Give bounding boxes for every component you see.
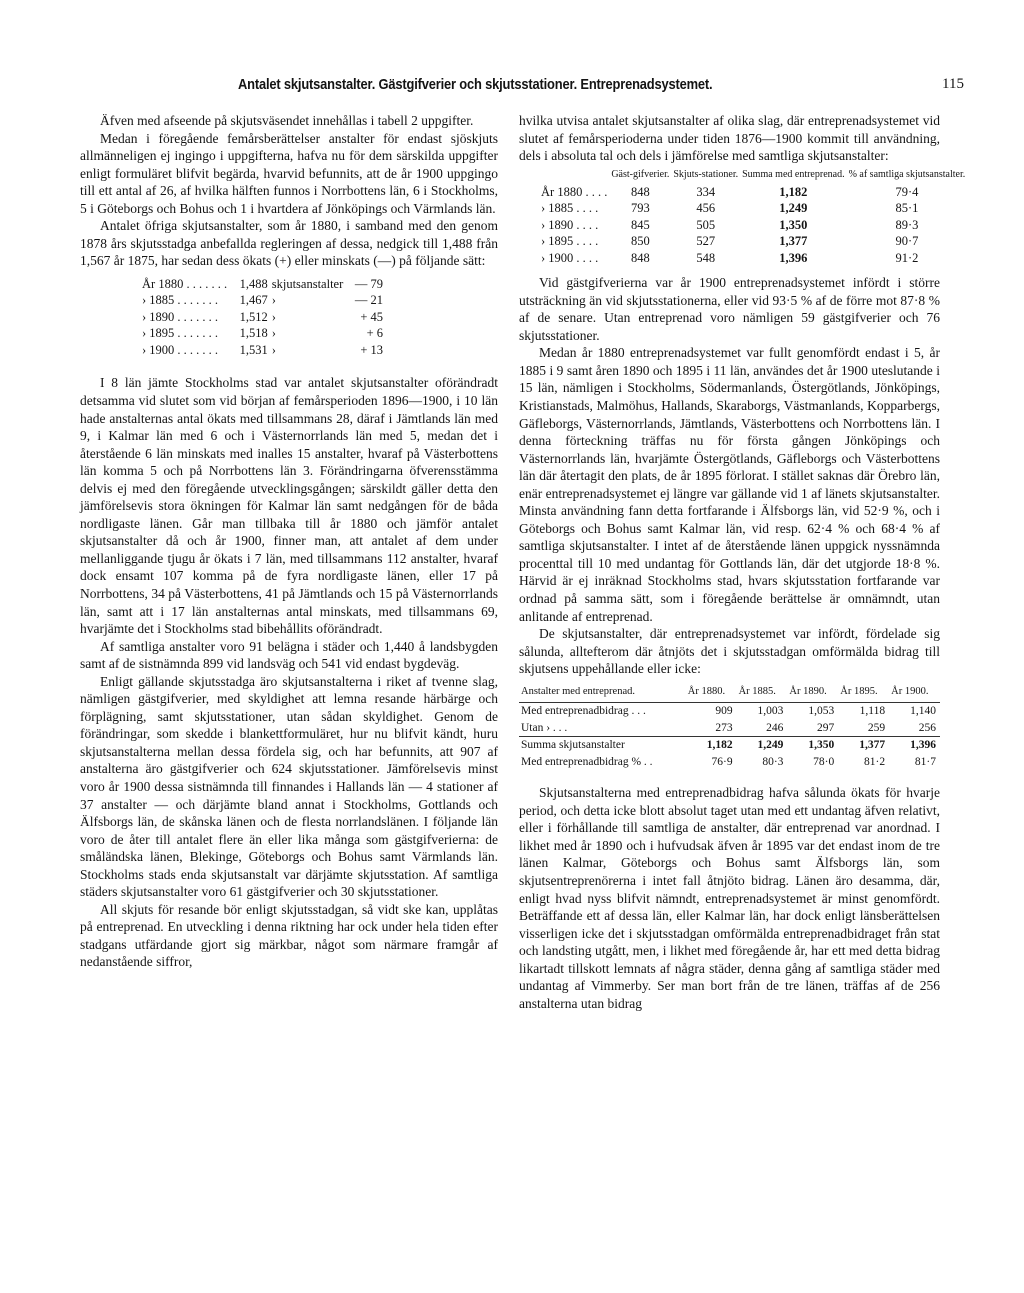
column-header <box>539 169 609 184</box>
column-header: Summa med entreprenad. <box>742 168 845 180</box>
row-label: Utan › . . . <box>521 721 568 734</box>
gastgifverier-cell: 793 <box>630 201 650 216</box>
year-cell: › 1885 . . . . . . . <box>142 293 219 308</box>
unit-cell: › <box>271 326 276 341</box>
change-cell: + 45 <box>360 309 383 324</box>
paragraph: Vid gästgifverierna var år 1900 entreprenadsystemet infördt i större utsträckning än vid skjutsstationerna, eller vid 93·5 % af de förre mot 87·8 % af de senare. Utan entreprenad voro nämligen 59 gästgifverier och 76 skjutsstationer. <box>519 275 940 343</box>
value-cell: 273 <box>715 721 733 734</box>
year-cell: › 1900 . . . . <box>541 250 599 265</box>
value-cell: 1,377 <box>838 737 889 754</box>
year-cell: › 1885 . . . . <box>541 201 599 216</box>
value-cell: 80·3 <box>762 755 784 768</box>
value-cell: 78·0 <box>813 755 835 768</box>
row-label: Med entreprenadbidrag % . . <box>521 755 653 768</box>
skjutsanstalter-change-table <box>140 276 385 359</box>
column-header: Anstalter med entreprenad. <box>519 684 686 703</box>
value-cell: 1,249 <box>737 737 788 754</box>
percent-cell: 90·7 <box>895 234 919 249</box>
change-cell: + 6 <box>366 326 383 341</box>
count-cell: 1,488 <box>239 276 268 291</box>
unit-cell: skjutsanstalter <box>271 276 344 291</box>
year-cell: År 1880 . . . . <box>541 184 608 199</box>
gastgifverier-cell: 848 <box>630 184 650 199</box>
row-label: Med entreprenadbidrag . . . <box>521 705 646 718</box>
column-header: År 1890. <box>787 684 838 703</box>
count-cell: 1,512 <box>239 309 268 324</box>
value-cell: 1,350 <box>787 737 838 754</box>
unit-cell: › <box>271 293 276 308</box>
percent-cell: 85·1 <box>895 201 919 216</box>
table-row <box>539 250 967 267</box>
summa-cell: 1,377 <box>779 234 808 249</box>
page-number: 115 <box>942 76 964 92</box>
summa-cell: 1,350 <box>779 217 808 232</box>
value-cell: 1,053 <box>808 705 835 718</box>
skjutsstationer-cell: 456 <box>696 201 716 216</box>
skjutsstationer-cell: 505 <box>696 217 716 232</box>
year-cell: › 1890 . . . . <box>541 217 599 232</box>
paragraph: Äfven med afseende på skjutsväsendet innehållas i tabell 2 uppgifter. <box>100 113 474 128</box>
running-title: Antalet skjutsanstalter. Gästgifverier och skjutsstationer. Entreprenadsystemet. <box>238 76 713 93</box>
paragraph: Medan i föregående femårsberättelser anstalter för endast sjöskjuts allmänneligen ej ingingo i uppgifterna, hafva nu för dem särskilda uppgifter enligt formuläret blifvit begärda, hvarvid befunnits, att de år 1900 uppgingo till ett antal af 26, af hvilka hälften funnos i Norrbottens län, 6 i Stockholms, 5 i Göteborgs och Bohus och 1 i hvartdera af Jönköpings och Värmlands län. <box>80 130 498 216</box>
unit-cell: › <box>271 309 276 324</box>
table-row <box>539 233 967 250</box>
value-cell: 246 <box>766 721 784 734</box>
value-cell: 256 <box>918 721 936 734</box>
column-header: Skjuts-stationer. <box>673 168 739 180</box>
unit-cell: › <box>271 342 276 357</box>
table-row <box>519 703 940 720</box>
right-column <box>519 112 966 1012</box>
value-cell: 1,140 <box>910 705 936 718</box>
value-cell: 259 <box>867 721 886 734</box>
value-cell: 1,396 <box>889 737 940 754</box>
paragraph: Medan år 1880 entreprenadsystemet var fullt genomfördt endast i 5, år 1885 i 9 samt åren 1890 och 1895 i 11 län, användes det år 1900 uteslutande i 15 län, nämligen i Stockholms, Södermanlands, Östergötlands, Jönköpings, Kristianstads, Malmöhus, Hallands, Skaraborgs, Västmanlands, Kopparbergs, Gäfleborgs, Västernorrlands, Jämtlands, Västerbottens och Norrbottens län. I denna förteckning träffas nu för första gången Jönköpings och Västernorrlands län, hvarjämte Östergötlands, Gäfleborgs och Västerbottens län där återtagit den plats, de år 1895 förlorat. I stället saknas där Örebro län, enär entreprenadsystemet ej längre var gällande vid 1 af länets skjutsanstalter. Minsta användning fann detta fortfarande i Älfsborgs län, vid 52·9 %, och i Göteborgs och Bohus samt Kalmar län, vid resp. 62·4 % och 68·4 % af samtliga skjutsanstalter. I intet af de återstående länen uppgick nyssnämnda procenttal till 10 med undantag för Gottlands län, där det utgjorde 18·8 %. Härvid är ej inräknad Stockholms stad, hvars skjutsstation fortfarande var ordnad på samma sätt, som i föregående berättelse är omnämndt, utan anlitande af entreprenad. <box>519 345 940 624</box>
column-header: År 1880. <box>686 684 737 703</box>
summa-cell: 1,182 <box>779 184 808 199</box>
table-row <box>519 737 940 754</box>
skjutsstationer-cell: 527 <box>696 234 716 249</box>
table-row <box>140 292 385 309</box>
entreprenad-stat-table <box>539 169 967 267</box>
column-header: År 1885. <box>737 684 788 703</box>
percent-cell: 89·3 <box>895 217 919 232</box>
paragraph: De skjutsanstalter, där entreprenadsystemet var infördt, fördelade sig sålunda, alltefterom där åtnjöts det i skjutsstadgan omförmälda bidrag till skjutsens uppehållande eller icke: <box>519 626 940 677</box>
skjutsstationer-cell: 334 <box>696 184 716 199</box>
year-cell: › 1900 . . . . . . . <box>142 342 219 357</box>
table-row <box>140 342 385 359</box>
column-header: % af samtliga skjutsanstalter. <box>848 168 966 180</box>
change-cell: — 79 <box>354 276 383 291</box>
table-row <box>140 325 385 342</box>
value-cell: 909 <box>715 705 733 718</box>
left-column <box>80 112 498 971</box>
year-cell: › 1895 . . . . <box>541 234 599 249</box>
value-cell: 81·7 <box>914 755 936 768</box>
column-header: År 1895. <box>838 684 889 703</box>
change-cell: — 21 <box>354 293 383 308</box>
count-cell: 1,467 <box>239 293 268 308</box>
summa-cell: 1,249 <box>779 201 808 216</box>
entreprenadbidrag-table <box>519 684 940 771</box>
gastgifverier-cell: 845 <box>630 217 650 232</box>
table-row <box>539 184 967 201</box>
table-row <box>519 754 940 771</box>
paragraph: I 8 län jämte Stockholms stad var antalet skjutsanstalter oförändradt detsamma vid slutet som vid början af femårsperioden 1896—1900, i 10 län hade anstalternas antal ökats med tillsammans 28, däraf i Jämtlands län med 9, i Kalmar län med 6 och i Västernorrlands län med 5, medan det i återstående 6 län minskats med inalles 15 anstalter, hvaraf på Västerbottens län komma 5 och på Norrbottens län 3. Förändringarna öfverensstämma delvis ej med den föregående utvecklingsgången; särskildt gäller detta den jämförelsevis stora ökningen för Kalmar län samt nedgången för de båda nordligaste länen. Går man tillbaka till år 1880 och jämför antalet skjutsanstalter då och år 1900, finner man, att antalet af dem under mellanliggande tjugu år ökats i 7 län, med tillsammans 112 anstalter, hvaraf dock ensamt 107 komma på de fyra nordligaste länen, eller 17 på Norrbottens, 34 på Västerbottens, 41 på Jämtlands och 15 på Västernorrlands län, samt att i 17 län anstalternas antal minskats, med tillsammans 69, hvarjämte det i Stockholms stad bibehållits oförändradt. <box>80 375 498 637</box>
value-cell: 76·9 <box>711 755 733 768</box>
row-label: Summa skjutsanstalter <box>519 737 686 754</box>
year-cell: › 1895 . . . . . . . <box>142 326 219 341</box>
table-row <box>539 217 967 234</box>
year-cell: › 1890 . . . . . . . <box>142 309 219 324</box>
paragraph: Skjutsanstalterna med entreprenadbidrag hafva sålunda ökats för hvarje period, och detta icke blott absolut taget utan med ett undantag äfven relativt, eller i förhållande till samtliga de anstalter, där entreprenad var anordnad. I likhet med år 1890 och i hufvudsak äfven år 1895 var det endast inom de tre länen Kalmar, Göteborgs och Bohus samt Älfsborgs län, som skjutsentreprenörerna i intet fall åtnjöto bidrag. Länen äro desamma, där, enligt hvad nyss blifvit nämndt, entreprenadsystemet är minst genomfördt. Beträffande ett af dessa län, eller Kalmar län, har dock enligt länsberättelsen visserligen icke det i skjutsstadgan omförmälda entreprenadbidraget från stat och landsting utgått, men, i likhet med föregående år, har ett med detta bidrag likartadt tillskott lemnats af några städer, denna gång af samtliga städer med undantag af Vimmerby. Ser man bort från de tre länen, träffas af de 256 anstalterna utan bidrag <box>519 785 940 1011</box>
value-cell: 297 <box>817 721 835 734</box>
gastgifverier-cell: 850 <box>630 234 650 249</box>
paragraph: Af samtliga anstalter voro 91 belägna i städer och 1,440 å landsbygden samt af de sistnämnda 899 vid landsväg och 541 vid endast bygdeväg. <box>80 638 498 672</box>
value-cell: 1,182 <box>686 737 737 754</box>
year-cell: År 1880 . . . . . . . <box>142 276 228 291</box>
value-cell: 1,118 <box>859 705 886 718</box>
table-row <box>539 200 967 217</box>
paragraph: hvilka utvisa antalet skjutsanstalter af olika slag, där entreprenadsystemet vid slutet af femårsperioderna under tiden 1876—1900 kommit till användning, dels i absoluta tal och dels i jämförelse med samtliga skjutsanstalter: <box>519 113 940 164</box>
page-header <box>80 76 964 100</box>
percent-cell: 79·4 <box>895 184 919 199</box>
table-row <box>519 720 940 737</box>
paragraph: All skjuts för resande bör enligt skjutsstadgan, så vidt ske kan, upplåtas på entreprenad. En utveckling i denna riktning har ock under hela tiden efter stadgans utfärdande gjort sig märkbar, något som närmare framgår af nedanstående siffror, <box>80 901 498 970</box>
column-header: År 1900. <box>889 684 940 703</box>
summa-cell: 1,396 <box>779 250 808 265</box>
change-cell: + 13 <box>360 342 383 357</box>
percent-cell: 91·2 <box>895 250 919 265</box>
skjutsstationer-cell: 548 <box>696 250 716 265</box>
gastgifverier-cell: 848 <box>630 250 650 265</box>
table-row <box>140 276 385 293</box>
table-row <box>140 309 385 326</box>
count-cell: 1,531 <box>239 342 268 357</box>
count-cell: 1,518 <box>239 326 268 341</box>
value-cell: 81·2 <box>864 755 886 768</box>
paragraph: Enligt gällande skjutsstadga äro skjutsanstalterna i riket af tvenne slag, nämligen gästgifverier, med skyldighet att lemna resande härbärge och förplägning, samt skjutsstationer, utan sådan skyldighet. Genom de förändringar, som skedde i blankettformuläret, hur nu blifvit kändt, huru skjutsanstalterna mellan dessa fördela sig, och har befunnits, att 907 af anstalterna äro gästgifverier och 624 skjutsstationer. Jämförelsevis minst voro år 1900 dessa sistnämnda till finnandes i Hallands län — 4 stationer af 37 anstalter — och därjämte bland annat i Stockholms, Gottlands och Älfsborgs län, de skånska länen och de flesta norrlandslänen. I följande län voro de åter till antalet flere än eller lika många som gästgifverierna: de småländska länen, Blekinge, Göteborgs och Bohus samt Värmlands län. Stockholms stads enda skjutsanstalt var därjämte skjutsstation. Af samtliga städers skjutsanstalter voro 61 gästgifverier och 30 skjutsstationer. <box>80 673 498 900</box>
paragraph: Antalet öfriga skjutsanstalter, som år 1880, i samband med den genom 1878 års skjutsstadga anbefallda regleringen af dessa, nedgick till 1,488 från 1,567 år 1875, har sedan dess ökats (+) eller minskats (—) på följande sätt: <box>80 218 498 269</box>
column-header: Gäst-gifverier. <box>611 168 670 180</box>
value-cell: 1,003 <box>757 705 784 718</box>
